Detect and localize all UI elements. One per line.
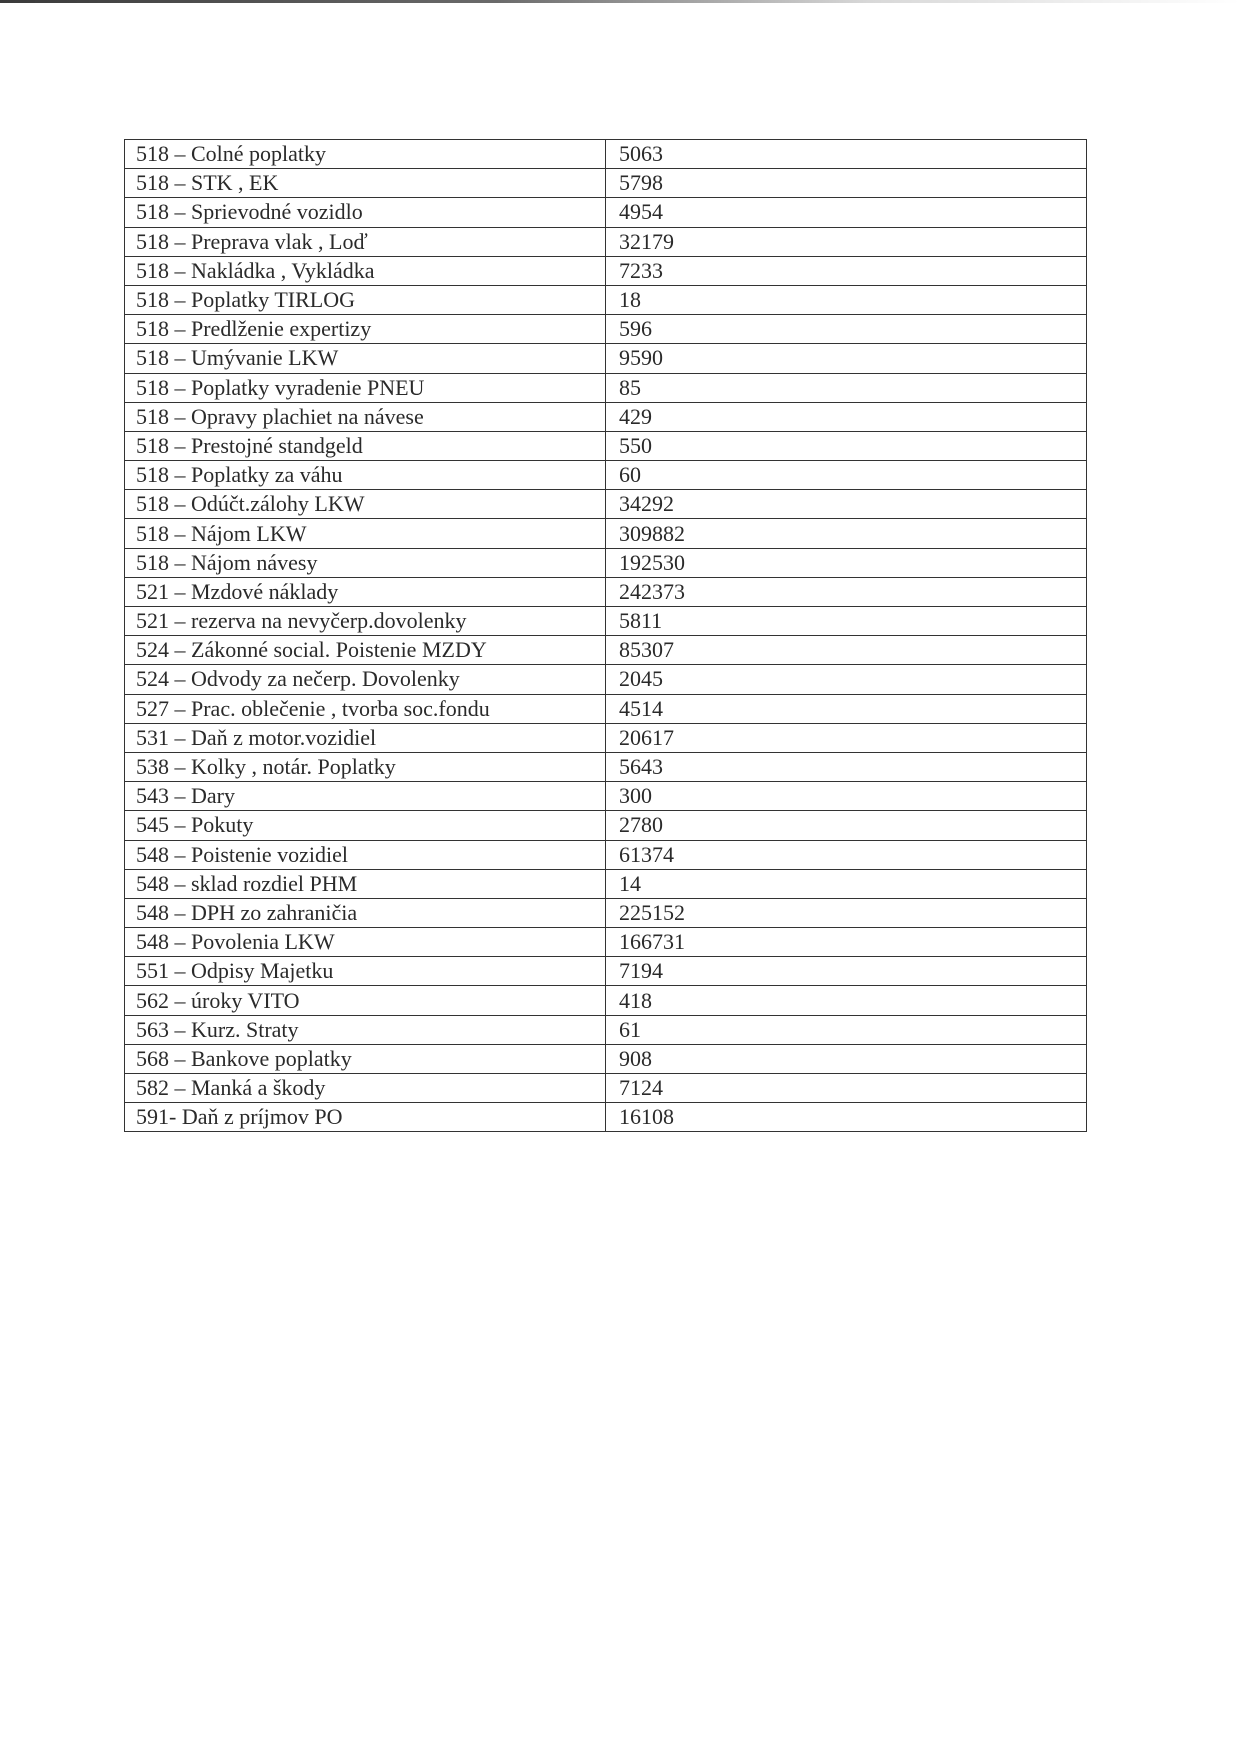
table-row (125, 140, 1087, 169)
amount-cell: 166731 (606, 928, 1087, 957)
table-row (125, 1103, 1087, 1132)
amount-cell: 4954 (606, 198, 1087, 227)
amount-cell: 5798 (606, 169, 1087, 198)
account-cell: 518 – Nájom LKW (125, 519, 606, 548)
table-row (125, 548, 1087, 577)
table-row (125, 752, 1087, 781)
amount-cell: 32179 (606, 227, 1087, 256)
account-cell: 538 – Kolky , notár. Poplatky (125, 752, 606, 781)
account-cell: 582 – Manká a škody (125, 1074, 606, 1103)
amount-cell: 242373 (606, 577, 1087, 606)
account-cell: 545 – Pokuty (125, 811, 606, 840)
account-cell: 563 – Kurz. Straty (125, 1015, 606, 1044)
amount-cell: 34292 (606, 490, 1087, 519)
account-cell: 518 – STK , EK (125, 169, 606, 198)
amount-cell: 429 (606, 402, 1087, 431)
table-row (125, 285, 1087, 314)
amount-cell: 18 (606, 285, 1087, 314)
amount-cell: 7233 (606, 256, 1087, 285)
amount-cell: 7194 (606, 957, 1087, 986)
account-cell: 524 – Zákonné social. Poistenie MZDY (125, 636, 606, 665)
table-row (125, 928, 1087, 957)
account-cell: 518 – Poplatky za váhu (125, 461, 606, 490)
expense-table (124, 139, 1087, 1132)
table-row (125, 198, 1087, 227)
amount-cell: 300 (606, 782, 1087, 811)
amount-cell: 596 (606, 315, 1087, 344)
account-cell: 518 – Poplatky vyradenie PNEU (125, 373, 606, 402)
table-row (125, 431, 1087, 460)
table-row (125, 227, 1087, 256)
account-cell: 543 – Dary (125, 782, 606, 811)
amount-cell: 16108 (606, 1103, 1087, 1132)
table-row (125, 169, 1087, 198)
table-row (125, 577, 1087, 606)
amount-cell: 14 (606, 869, 1087, 898)
amount-cell: 61 (606, 1015, 1087, 1044)
amount-cell: 4514 (606, 694, 1087, 723)
table-row (125, 986, 1087, 1015)
table-row (125, 840, 1087, 869)
account-cell: 518 – Preprava vlak , Loď (125, 227, 606, 256)
amount-cell: 225152 (606, 898, 1087, 927)
amount-cell: 61374 (606, 840, 1087, 869)
account-cell: 548 – Poistenie vozidiel (125, 840, 606, 869)
account-cell: 518 – Sprievodné vozidlo (125, 198, 606, 227)
table-row (125, 1044, 1087, 1073)
account-cell: 591- Daň z príjmov PO (125, 1103, 606, 1132)
amount-cell: 908 (606, 1044, 1087, 1073)
account-cell: 518 – Umývanie LKW (125, 344, 606, 373)
table-row (125, 519, 1087, 548)
account-cell: 518 – Poplatky TIRLOG (125, 285, 606, 314)
table-row (125, 723, 1087, 752)
table-row (125, 869, 1087, 898)
amount-cell: 9590 (606, 344, 1087, 373)
account-cell: 518 – Nakládka , Vykládka (125, 256, 606, 285)
amount-cell: 5643 (606, 752, 1087, 781)
account-cell: 518 – Opravy plachiet na návese (125, 402, 606, 431)
account-cell: 551 – Odpisy Majetku (125, 957, 606, 986)
table-row (125, 782, 1087, 811)
table-row (125, 811, 1087, 840)
amount-cell: 5063 (606, 140, 1087, 169)
amount-cell: 85 (606, 373, 1087, 402)
amount-cell: 7124 (606, 1074, 1087, 1103)
account-cell: 548 – Povolenia LKW (125, 928, 606, 957)
amount-cell: 309882 (606, 519, 1087, 548)
expense-table-body (125, 140, 1087, 1132)
table-row (125, 607, 1087, 636)
table-row (125, 402, 1087, 431)
account-cell: 521 – Mzdové náklady (125, 577, 606, 606)
amount-cell: 550 (606, 431, 1087, 460)
table-row (125, 957, 1087, 986)
account-cell: 527 – Prac. oblečenie , tvorba soc.fondu (125, 694, 606, 723)
table-row (125, 636, 1087, 665)
amount-cell: 418 (606, 986, 1087, 1015)
account-cell: 568 – Bankove poplatky (125, 1044, 606, 1073)
table-row (125, 373, 1087, 402)
account-cell: 521 – rezerva na nevyčerp.dovolenky (125, 607, 606, 636)
table-row (125, 694, 1087, 723)
amount-cell: 192530 (606, 548, 1087, 577)
amount-cell: 20617 (606, 723, 1087, 752)
table-row (125, 315, 1087, 344)
account-cell: 548 – DPH zo zahraničia (125, 898, 606, 927)
table-row (125, 344, 1087, 373)
amount-cell: 85307 (606, 636, 1087, 665)
table-row (125, 490, 1087, 519)
amount-cell: 5811 (606, 607, 1087, 636)
table-row (125, 665, 1087, 694)
amount-cell: 2780 (606, 811, 1087, 840)
account-cell: 524 – Odvody za nečerp. Dovolenky (125, 665, 606, 694)
amount-cell: 2045 (606, 665, 1087, 694)
account-cell: 548 – sklad rozdiel PHM (125, 869, 606, 898)
amount-cell: 60 (606, 461, 1087, 490)
account-cell: 562 – úroky VITO (125, 986, 606, 1015)
account-cell: 531 – Daň z motor.vozidiel (125, 723, 606, 752)
table-row (125, 898, 1087, 927)
table-row (125, 1015, 1087, 1044)
account-cell: 518 – Odúčt.zálohy LKW (125, 490, 606, 519)
account-cell: 518 – Colné poplatky (125, 140, 606, 169)
scan-edge-shadow (0, 0, 1240, 3)
table-row (125, 256, 1087, 285)
table-row (125, 1074, 1087, 1103)
account-cell: 518 – Nájom návesy (125, 548, 606, 577)
account-cell: 518 – Predlženie expertizy (125, 315, 606, 344)
table-row (125, 461, 1087, 490)
account-cell: 518 – Prestojné standgeld (125, 431, 606, 460)
